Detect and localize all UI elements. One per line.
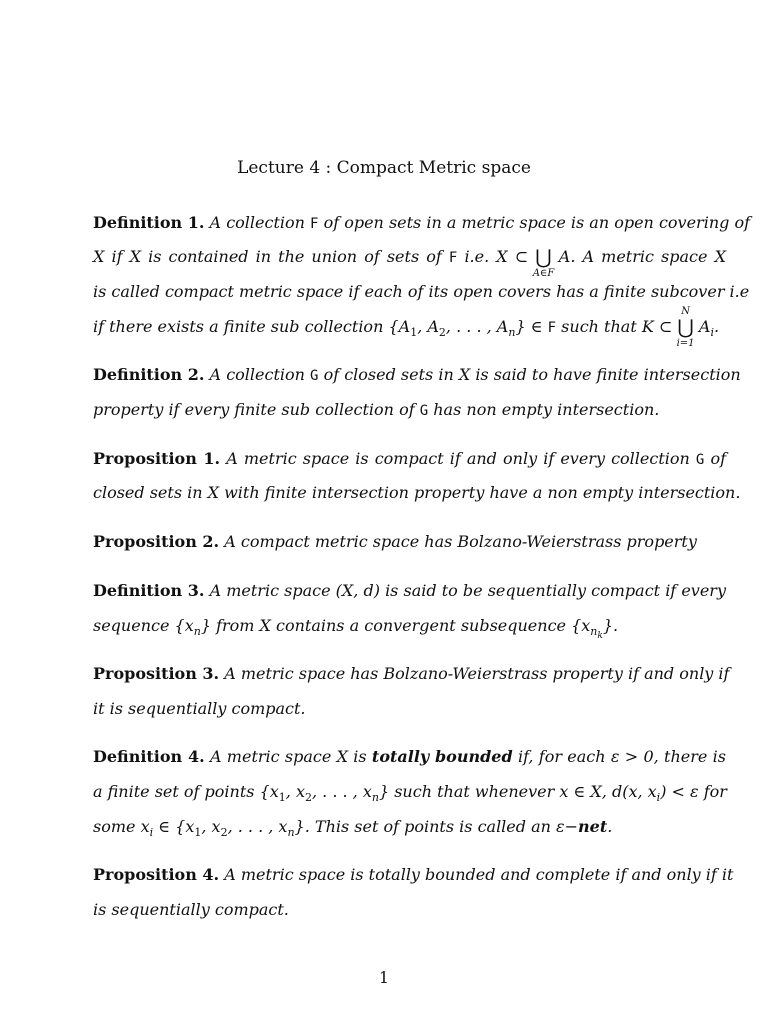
def4-label: Definition 4. [93,747,205,766]
prop3-label: Proposition 3. [93,664,220,683]
totally-bounded-term: totally bounded [371,747,513,766]
def1-line2: X if X is contained in the union of sets of F i.e. X ⊂ ⋃ A∈F A. A metric space X [93,245,726,279]
def3-line2: sequence $\{x_n\}$ from X contains a convergent subsequence $\{x_{n_k}\}$. [93,616,619,642]
prop2-label: Proposition 2. [93,532,220,551]
def3-line1: Definition 3. A metric space (X, d) is said to be sequentially compact if every [93,581,726,600]
def3-label: Definition 3. [93,581,205,600]
prop3-line1: Proposition 3. A metric space has Bolzano-Weierstrass property if and only if [93,664,730,683]
prop3-line2: it is sequentially compact. [93,699,306,718]
def1-label: Definition 1. [93,213,205,232]
page-number: 1 [378,968,390,987]
def1-line1: Definition 1. A collection F of open sets in a metric space is an open covering of [93,213,750,232]
def4-line2: a finite set of points {$x_1$, $x_2$, . . . , $x_n$} such that whenever x ∈ X, d(x, $x_i) < \varepsilon$ for [93,782,727,805]
prop4-line1: Proposition 4. A metric space is totally bounded and complete if and only if it [93,865,734,884]
def2-label: Definition 2. [93,365,205,384]
def4-line3: some $x_i$ ∈ {$x_1$, $x_2$, . . . , $x_n$}. This set of points is called an ε−net. [93,817,613,840]
prop1-line2: closed sets in X with finite intersection property have a non empty intersection. [93,483,741,502]
prop4-label: Proposition 4. [93,865,220,884]
prop2-line1: Proposition 2. A compact metric space has Bolzano-Weierstrass property [93,532,697,551]
union-subscript: A∈F [532,268,555,279]
def2-line2: property if every finite sub collection of G has non empty intersection. [93,400,660,419]
def4-line1: Definition 4. A metric space X is totally bounded if, for each ε > 0, there is [93,747,726,766]
def1-line4: if there exists a finite sub collection {$A_1$, $A_2$, . . . , $A_n$} ∈ F such that K ⊂ N ⋃ i=1 $A_i$. [93,306,720,349]
prop1-line1: Proposition 1. A metric space is compact if and only if every collection G of [93,449,727,468]
def2-line1: Definition 2. A collection G of closed sets in X is said to have finite intersection [93,365,741,384]
def1-line3: is called compact metric space if each of its open covers has a finite subcover i.e [93,282,750,301]
union-symbol-indexed: N ⋃ i=1 [676,306,695,349]
prop4-line2: is sequentially compact. [93,900,289,919]
net-term: net [578,817,608,836]
lecture-title: Lecture 4 : Compact Metric space [237,158,531,178]
union-symbol: ⋃ A∈F [532,245,555,279]
prop1-label: Proposition 1. [93,449,221,468]
